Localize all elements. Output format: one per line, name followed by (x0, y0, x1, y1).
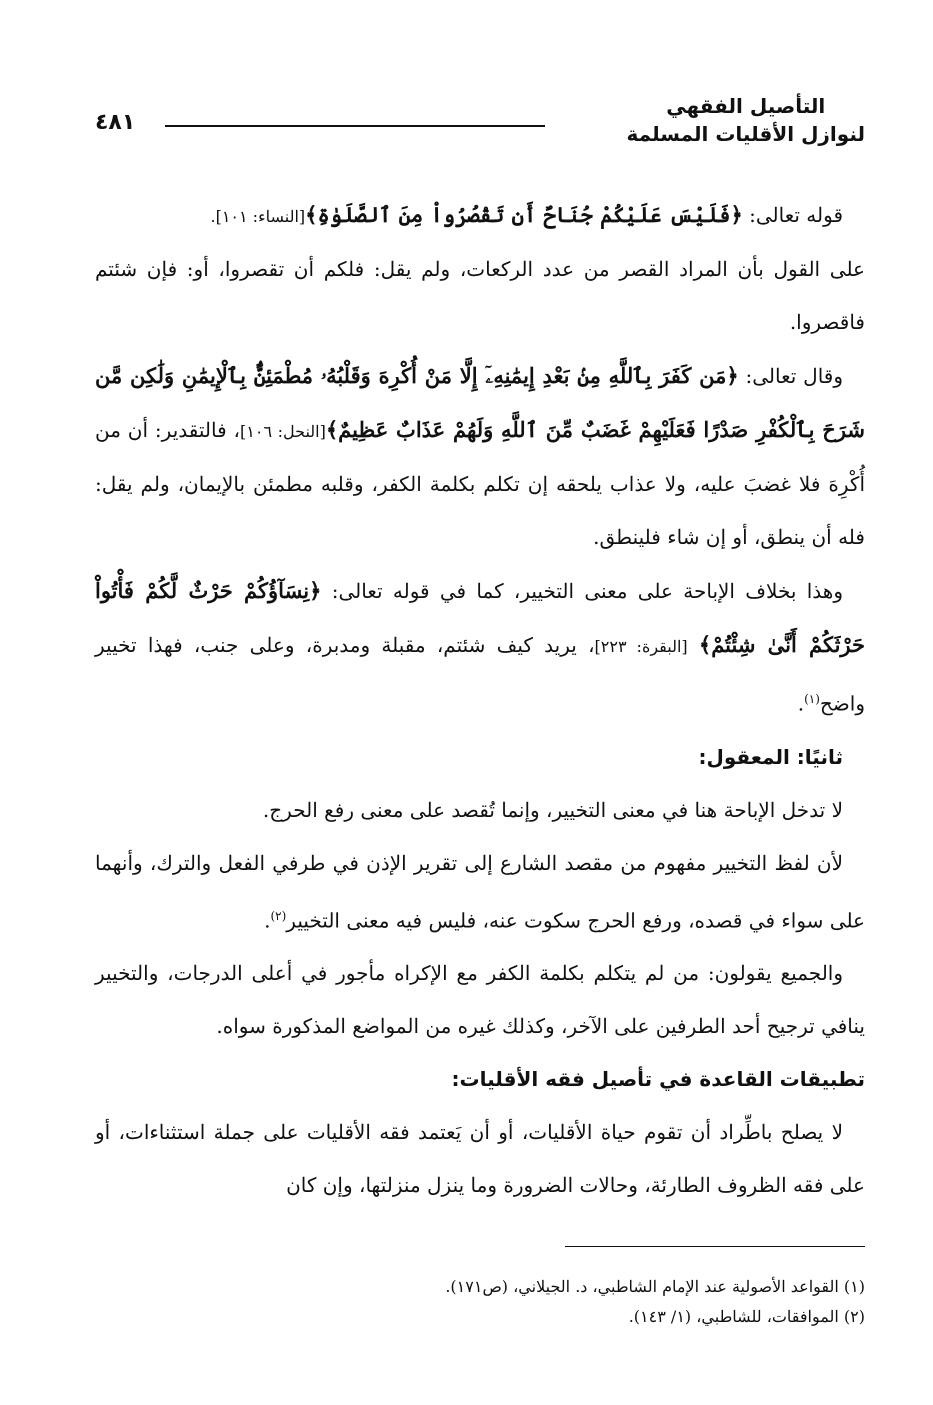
paragraph-2: على القول بأن المراد القصر من عدد الركعات، ولم يقل: فلكم أن تقصروا، أو: فإن شئتم فاقصروا. (95, 257, 865, 334)
paragraph-1 (95, 188, 865, 243)
paragraph-6-text: لأن لفظ التخيير مفهوم من مقصد الشارع إلى تقرير الإذن في طرفي الفعل والترك، وأنهما على سواء في قصده، ورفع الحرج سكوت عنه، فليس فيه معنى التخيير (95, 850, 865, 933)
footnote-marker-2[interactable]: (٢) (270, 908, 287, 923)
paragraph-4-end: . (797, 691, 805, 716)
verse-reference-nahl: [النحل: ١٠٦] (240, 422, 326, 441)
paragraph-3-rest: ، فالتقدير: أن من أُكْرِهَ فلا غضبَ عليه، ولا عذاب يلحقه إن تكلم بكلمة الكفر، وقلبه مطمئن بالإيمان، ولم يقل: فله أن ينطق، أو إن شاء فلينطق. (95, 418, 865, 549)
paragraph-6-end: . (264, 908, 271, 933)
running-title-line-1: التأصيل الفقهي (666, 94, 826, 118)
paragraph-1-intro: قوله تعالى: (742, 203, 843, 227)
footnote-marker-1[interactable]: (١) (804, 692, 820, 706)
page-number: ٤٨١ (95, 110, 136, 135)
running-title-line-2: لنوازل الأقليات المسلمة (626, 122, 865, 146)
paragraph-3 (95, 349, 865, 564)
running-title (627, 92, 865, 148)
paragraph-4-intro: وهذا بخلاف الإباحة على معنى التخيير، كما في قوله تعالى: (321, 579, 843, 603)
paragraph-4 (95, 564, 865, 731)
paragraph-5: لا تدخل الإباحة هنا في معنى التخيير، وإنما تُقصد على معنى رفع الحرج. (262, 797, 843, 822)
footnote-2: (٢) الموافقات، للشاطبي، (١/ ١٤٣). (628, 1307, 865, 1326)
quran-verse-nisa: ﴿فَلَيْسَ عَلَيْكُمْ جُنَاحٌ أَن تَقْصُرُواْ مِنَ ٱلصَّلَوٰةِ﴾ (305, 202, 743, 227)
heading-applications: تطبيقات القاعدة في تأصيل فقه الأقليات: (451, 1067, 865, 1092)
footnote-1: (١) القواعد الأصولية عند الإمام الشاطبي، د. الجيلاني، (ص١٧١). (445, 1277, 865, 1296)
footnotes (95, 1272, 865, 1332)
paragraph-3-intro: وقال تعالى: (738, 364, 844, 388)
verse-reference-baqara: [البقرة: ٢٢٣] (594, 637, 688, 656)
paragraph-7: والجميع يقولون: من لم يتكلم بكلمة الكفر مع الإكراه مأجور في أعلى الدرجات، والتخيير ينافي ترجيح أحد الطرفين على الآخر، وكذلك غيره من المواضع المذكورة سواه. (95, 961, 865, 1039)
footnote-separator (565, 1246, 865, 1247)
heading-maqul: ثانيًا: المعقول: (698, 744, 843, 769)
header-rule (165, 125, 545, 127)
paragraph-6 (95, 837, 865, 948)
verse-reference-nisa: [النساء: ١٠١]. (210, 207, 306, 226)
paragraph-4-rest: ، يريد كيف شئتم، مقبلة ومدبرة، وعلى جنب، فهذا تخيير واضح (95, 633, 865, 716)
page-header (95, 92, 865, 162)
main-text (95, 188, 865, 1212)
quran-verse-baqara: ﴿نِسَآؤُكُمْ حَرْثٌ لَّكُمْ فَأْتُواْ حَرْثَكُمْ أَنَّىٰ شِئْتُمْ﴾ (95, 578, 865, 657)
quran-verse-nahl: ﴿مَن كَفَرَ بِٱللَّهِ مِنۢ بَعْدِ إِيمَٰنِهِۦٓ إِلَّا مَنْ أُكْرِهَ وَقَلْبُهُۥ مُطْمَئِنٌّۢ بِٱلْإِيمَٰنِ وَلَٰكِن مَّن شَرَحَ بِٱلْكُفْرِ صَدْرًا فَعَلَيْهِمْ غَضَبٌ مِّنَ ٱللَّهِ وَلَهُمْ عَذَابٌ عَظِيمٌ﴾ (95, 363, 866, 442)
paragraph-8: لا يصلح باطِّراد أن تقوم حياة الأقليات، أو أن يَعتمد فقه الأقليات على جملة استثناءات، أو على فقه الظروف الطارئة، وحالات الضرورة وما ينزل منزلتها، وإن كان (95, 1120, 865, 1198)
